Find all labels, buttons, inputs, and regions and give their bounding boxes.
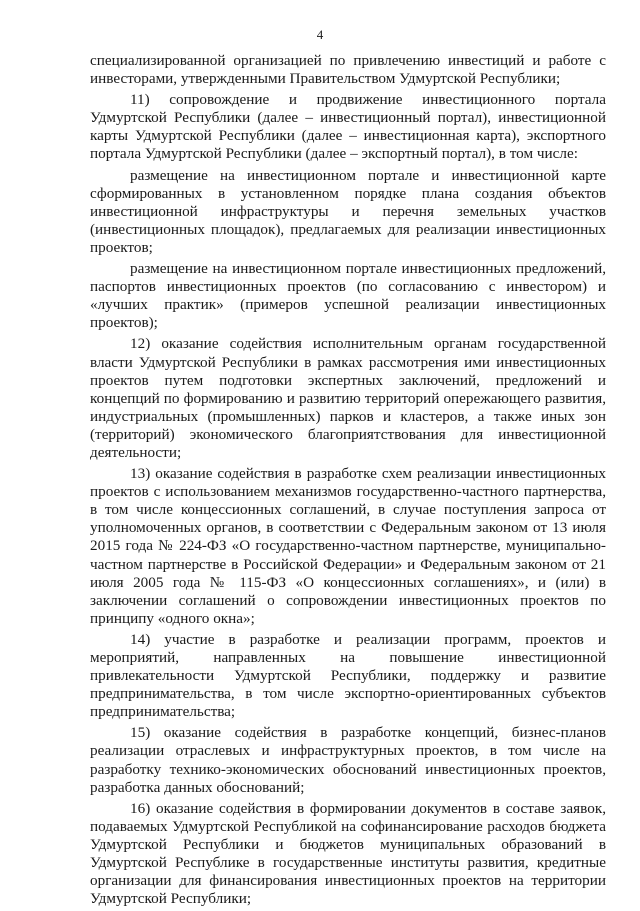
paragraph-item-11-sub-2: размещение на инвестиционном портале инвестиционных предложений, паспортов инвестиционных проектов (по согласованию с инвестором) и «лучших практик» (примеров успешной реализации инвестиционных проектов); [90, 260, 606, 332]
document-body [90, 52, 606, 911]
paragraph-item-13: 13) оказание содействия в разработке схем реализации инвестиционных проектов с использованием механизмов государственно-частного партнерства, в том числе концессионных соглашений, в случае поступления запроса от уполномоченных органов, в соответствии с Федеральным законом от 13 июля 2015 года № 224-ФЗ «О государственно-частном партнерстве, муниципально-частном партнерстве в Российской Федерации» и Федеральным законом от 21 июля 2005 года № 115-ФЗ «О концессионных соглашениях», и (или) в заключении соглашений о сопровождении инвестиционных проектов по принципу «одного окна»; [90, 465, 606, 627]
page-number: 4 [316, 27, 324, 42]
paragraph-item-11: 11) сопровождение и продвижение инвестиционного портала Удмуртской Республики (далее – инвестиционный портал), инвестиционной карты Удмуртской Республики (далее – инвестиционная карта), экспортного портала Удмуртской Республики (далее – экспортный портал), в том числе: [90, 91, 606, 163]
paragraph-item-16: 16) оказание содействия в формировании документов в составе заявок, подаваемых Удмуртской Республикой на софинансирование расходов бюджета Удмуртской Республики и бюджетов муниципальных образований в Удмуртской Республике в государственные институты развития, кредитные организации для финансирования инвестиционных проектов на территории Удмуртской Республики; [90, 799, 606, 908]
paragraph-item-15: 15) оказание содействия в разработке концепций, бизнес-планов реализации отраслевых и инфраструктурных проектов, в том числе на разработку технико-экономических обоснований инвестиционных проектов, разработка данных обоснований; [90, 724, 606, 796]
paragraph-item-12: 12) оказание содействия исполнительным органам государственной власти Удмуртской Республики в рамках рассмотрения ими инвестиционных проектов путем подготовки экспертных заключений, предложений и концепций по формированию и развитию территорий опережающего развития, индустриальных (промышленных) парков и кластеров, а также иных зон (территорий) экономического благоприятствования для инвестиционной деятельности; [90, 335, 606, 461]
paragraph-item-14: 14) участие в разработке и реализации программ, проектов и мероприятий, направленных на повышение инвестиционной привлекательности Удмуртской Республики, поддержку и развитие предпринимательства, в том числе экспортно-ориентированных субъектов предпринимательства; [90, 630, 606, 721]
paragraph-item-11-sub-1: размещение на инвестиционном портале и инвестиционной карте сформированных в установленном порядке плана создания объектов инвестиционной инфраструктуры и перечня земельных участков (инвестиционных площадок), предлагаемых для реализации инвестиционных проектов; [90, 166, 606, 256]
paragraph-intro-continuation: специализированной организацией по привлечению инвестиций и работе с инвесторами, утвержденными Правительством Удмуртской Республики; [90, 52, 606, 88]
